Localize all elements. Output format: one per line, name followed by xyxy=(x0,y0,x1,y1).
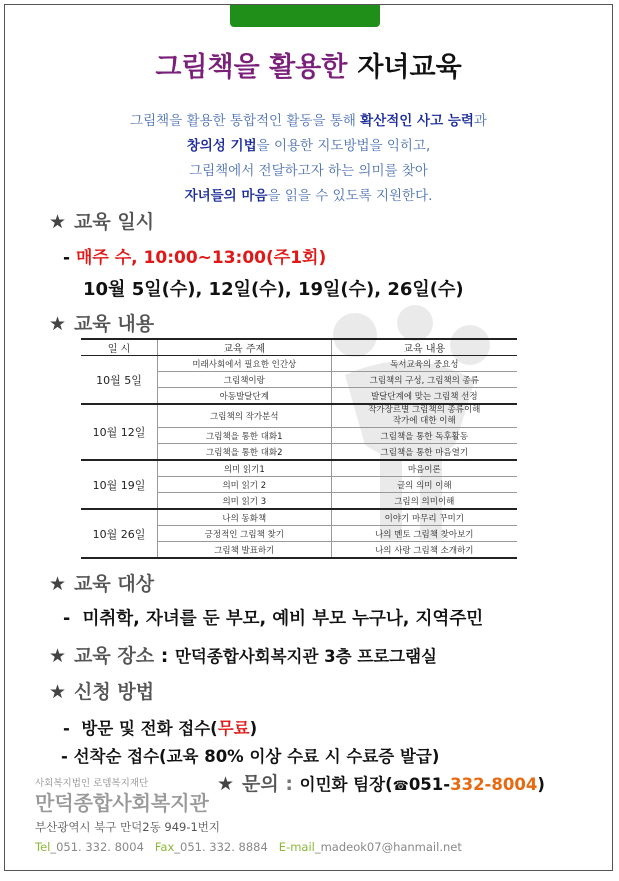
table-cell-content: 그림책을 통한 마음열기 xyxy=(331,444,517,461)
section-date xyxy=(49,207,154,234)
foundation-name: 사회복지법인 로뎀복지재단 xyxy=(35,778,149,789)
apply-free-label: 무료 xyxy=(217,719,250,738)
table-cell-topic: 그림책의 작가분석 xyxy=(158,404,332,428)
dash: - xyxy=(61,747,68,766)
contact-phone-area: 051- xyxy=(408,775,451,794)
section-contact xyxy=(217,769,545,796)
org-name: 만덕종합사회복지관 xyxy=(35,791,209,815)
apply-line-1-c: ) xyxy=(249,719,258,738)
schedule-time: 매주 수, 10:00~13:00(주1회) xyxy=(75,248,327,268)
place-text: 만덕종합사회복지관 3층 프로그램실 xyxy=(174,647,437,666)
intro-line-2-emphasis: 창의성 기법 xyxy=(186,138,257,154)
table-cell-date: 10월 26일 xyxy=(81,509,158,558)
section-content xyxy=(49,309,154,336)
email-address: _madeok07@hanmail.net xyxy=(314,840,462,854)
fax-label: Fax xyxy=(154,840,175,854)
intro-line-2 xyxy=(5,134,612,159)
intro-line-2-b: 을 이용한 지도방법을 익히고, xyxy=(256,138,431,154)
table-cell-content: 나의 사랑 그림책 소개하기 xyxy=(331,542,517,559)
footer-contact-line xyxy=(35,840,462,854)
title-part-2: 자녀교육 xyxy=(357,52,462,83)
table-cell-content: 그림책을 통한 독후활동 xyxy=(331,428,517,444)
target-line xyxy=(63,605,483,630)
table-cell-date: 10월 19일 xyxy=(81,460,158,509)
section-date-heading: 교육 일시 xyxy=(74,211,155,233)
header-topic: 교육 주제 xyxy=(158,339,332,356)
dash: - xyxy=(63,609,71,629)
org-address: 부산광역시 북구 만덕2동 949-1번지 xyxy=(35,820,221,834)
table-cell-content: 나의 멘토 그림책 찾아보기 xyxy=(331,526,517,542)
star-icon: ★ xyxy=(217,773,235,795)
intro-text xyxy=(5,109,612,209)
contact-close: ) xyxy=(537,775,545,794)
flyer-page xyxy=(4,4,613,871)
table-row xyxy=(81,404,517,428)
section-content-heading: 교육 내용 xyxy=(74,313,155,335)
schedule-time-line xyxy=(63,243,326,268)
table-cell-topic: 그림책을 통한 대화2 xyxy=(158,444,332,461)
table-cell-topic: 그림책 발표하기 xyxy=(158,542,332,559)
section-place xyxy=(49,641,437,668)
page-title xyxy=(5,45,612,84)
table-cell-content: 마음이론 xyxy=(331,460,517,477)
table-cell-content: 그림의 의미이해 xyxy=(331,493,517,510)
table-cell-content: 발달단계에 맞는 그림책 선정 xyxy=(331,388,517,405)
schedule-dates: 10월 5일(수), 12일(수), 19일(수), 26일(수) xyxy=(83,279,464,300)
contact-colon: : xyxy=(285,773,293,795)
contact-name: 이민화 팀장( xyxy=(299,775,393,794)
intro-line-4-b: 을 읽을 수 있도록 지원한다. xyxy=(267,188,433,204)
table-header-row xyxy=(81,339,517,356)
section-apply-heading: 신청 방법 xyxy=(74,681,155,703)
star-icon: ★ xyxy=(49,681,67,703)
apply-line-2-text: 선착순 접수(교육 80% 이상 수료 시 수료증 발급) xyxy=(73,747,440,766)
intro-line-1-a: 그림책을 활용한 통합적인 활동을 통해 xyxy=(130,113,361,129)
title-part-1: 그림책을 활용한 xyxy=(155,52,348,83)
intro-line-4 xyxy=(5,184,612,209)
table-cell-content: 작가장르별 그림책의 종류이해 작가에 대한 이해 xyxy=(331,404,517,428)
dash: - xyxy=(63,719,70,738)
phone-icon: ☎ xyxy=(392,779,409,794)
table-cell-content: 독서교육의 중요성 xyxy=(331,356,517,372)
apply-line-2 xyxy=(61,743,439,767)
table-cell-date: 10월 5일 xyxy=(81,356,158,405)
intro-line-1-emphasis: 확산적인 사고 능력 xyxy=(360,113,474,129)
table-cell-date: 10월 12일 xyxy=(81,404,158,460)
star-icon: ★ xyxy=(49,211,67,233)
table-cell-content: 그림책의 구성, 그림책의 종류 xyxy=(331,372,517,388)
fax-number: _051. 332. 8884 xyxy=(174,840,268,854)
section-contact-heading: 문의 xyxy=(242,773,279,795)
intro-line-1 xyxy=(5,109,612,134)
table-cell-topic: 의미 읽기 2 xyxy=(158,477,332,493)
place-colon: : xyxy=(160,645,169,667)
section-target xyxy=(49,569,154,596)
table-cell-topic: 그림책을 통한 대화1 xyxy=(158,428,332,444)
table-cell-topic: 아동발달단계 xyxy=(158,388,332,405)
table-cell-topic: 그림책이랑 xyxy=(158,372,332,388)
intro-line-3: 그림책에서 전달하고자 하는 의미를 찾아 xyxy=(189,163,428,179)
star-icon: ★ xyxy=(49,645,67,667)
top-green-bar xyxy=(230,4,380,27)
table-cell-content: 이야기 마무리 꾸미기 xyxy=(331,509,517,526)
schedule-table xyxy=(81,338,517,559)
tel-label: Tel xyxy=(35,840,51,854)
table-cell-topic: 나의 동화책 xyxy=(158,509,332,526)
table-cell-content: 글의 의미 이해 xyxy=(331,477,517,493)
table-cell-topic: 긍정적인 그림책 찾기 xyxy=(158,526,332,542)
dash: - xyxy=(63,248,71,268)
table-cell-topic: 의미 읽기1 xyxy=(158,460,332,477)
email-label: E-mail xyxy=(278,840,315,854)
intro-line-1-c: 과 xyxy=(473,113,487,129)
section-apply xyxy=(49,677,154,704)
table-cell-topic: 의미 읽기 3 xyxy=(158,493,332,510)
header-date: 일 시 xyxy=(81,339,158,356)
table-row xyxy=(81,460,517,477)
apply-line-1 xyxy=(63,715,257,739)
section-place-heading: 교육 장소 xyxy=(74,645,155,667)
section-target-heading: 교육 대상 xyxy=(74,573,155,595)
target-text: 미취학, 자녀를 둔 부모, 예비 부모 누구나, 지역주민 xyxy=(82,609,484,629)
star-icon: ★ xyxy=(49,573,67,595)
header-content: 교육 내용 xyxy=(331,339,517,356)
intro-line-4-emphasis: 자녀들의 마음 xyxy=(184,188,268,204)
tel-number: _051. 332. 8004 xyxy=(50,840,144,854)
table-cell-topic: 미래사회에서 필요한 인간상 xyxy=(158,356,332,372)
star-icon: ★ xyxy=(49,313,67,335)
table-row xyxy=(81,509,517,526)
table-row xyxy=(81,356,517,372)
apply-line-1-a: 방문 및 전화 접수( xyxy=(81,719,218,738)
contact-phone-number: 332-8004 xyxy=(450,775,538,794)
